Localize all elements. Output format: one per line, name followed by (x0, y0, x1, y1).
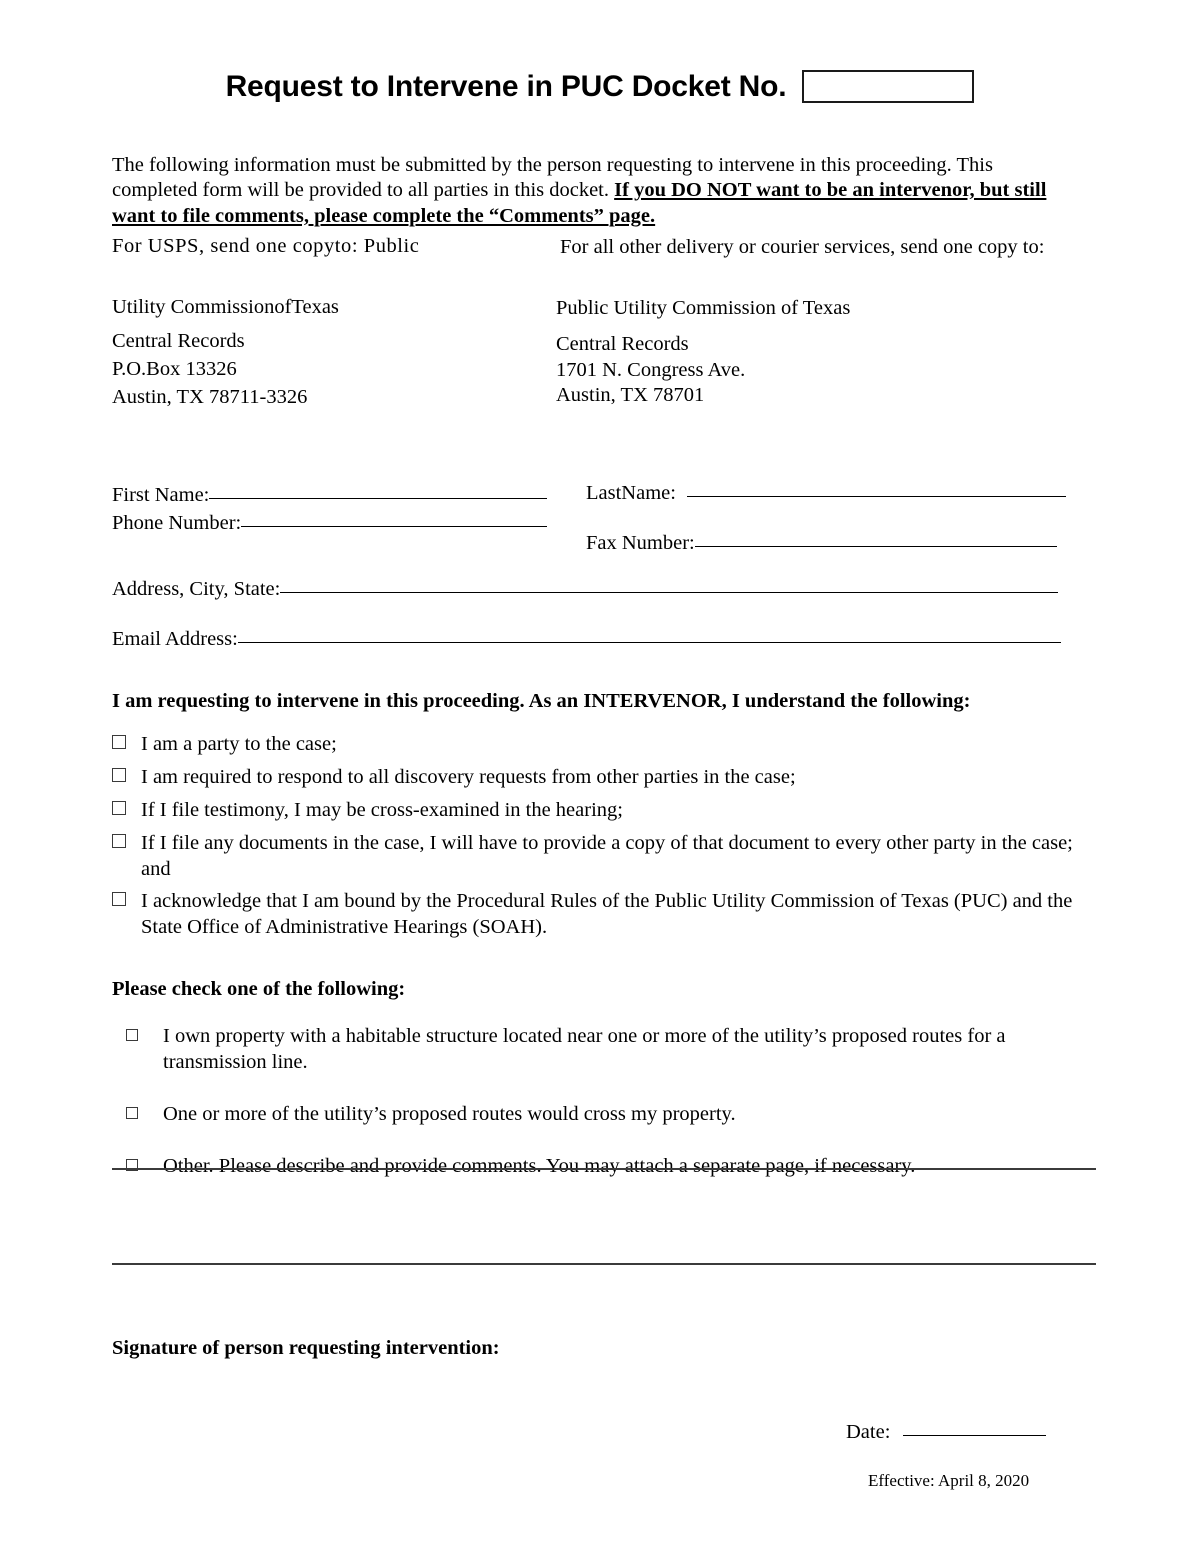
phone-number-field (112, 513, 547, 534)
email-address-field (112, 629, 1061, 650)
date-label: Date: (846, 1421, 891, 1443)
intro-text: The following information must be submitted by the person requesting to intervene in this proceeding. This completed form will be provided to all parties in this docket. (112, 153, 993, 202)
list-item-label: I own property with a habitable structure located near one or more of the utility’s proposed routes for a transmission line. (163, 1025, 1006, 1073)
courier-address-lead: For all other delivery or courier services, send one copy to: (560, 236, 1045, 258)
title-row (112, 70, 1088, 103)
last-name-input[interactable] (687, 496, 1066, 497)
phone-number-input[interactable] (241, 526, 547, 527)
fax-number-label: Fax Number: (586, 532, 695, 554)
list-item[interactable] (112, 764, 1088, 790)
list-item[interactable] (112, 797, 1088, 823)
list-item-label: Other. Please describe and provide comments. You may attach a separate page, if necessary. (163, 1155, 916, 1177)
last-name-label: LastName: (586, 482, 676, 504)
effective-date-text: Effective: April 8, 2020 (868, 1471, 1030, 1490)
check-one-checkbox-list (126, 1023, 1088, 1205)
intervenor-checkbox-list (112, 731, 1088, 946)
checkbox-icon[interactable] (112, 768, 126, 782)
courier-address-line-3: Austin, TX 78701 (556, 384, 705, 406)
list-item-label: One or more of the utility’s proposed routes would cross my property. (163, 1103, 736, 1125)
usps-address-block (112, 232, 542, 411)
checkbox-icon[interactable] (112, 801, 126, 815)
signature-section-heading: Signature of person requesting intervention: (112, 1337, 500, 1359)
courier-address-org: Public Utility Commission of Texas (556, 297, 851, 319)
fax-number-field (586, 533, 1057, 554)
first-name-field (112, 485, 547, 506)
courier-address-block (556, 233, 1096, 408)
list-item-label: I acknowledge that I am bound by the Procedural Rules of the Public Utility Commission of Texas (PUC) and the State Office of Administrative Hearings (SOAH). (141, 890, 1073, 938)
intro-emphasis: If you DO NOT want to be an intervenor, but still want to file comments, please complete the “Comments” page. (112, 179, 1047, 227)
usps-address-org: Utility CommissionofTexas (112, 296, 339, 318)
checkbox-icon[interactable] (112, 834, 126, 848)
list-item[interactable] (126, 1101, 1088, 1127)
first-name-input[interactable] (209, 498, 547, 499)
list-item[interactable] (112, 731, 1088, 757)
email-address-input[interactable] (238, 642, 1061, 643)
list-item-label: I am a party to the case; (141, 733, 337, 755)
checkbox-icon[interactable] (112, 735, 126, 749)
usps-address-line-1: Central Records (112, 330, 245, 352)
address-city-state-field (112, 579, 1058, 600)
usps-address-line-2: P.O.Box 13326 (112, 358, 237, 380)
date-input[interactable] (903, 1435, 1046, 1436)
comments-write-in-line-2[interactable] (112, 1263, 1096, 1265)
checkbox-icon[interactable] (126, 1107, 138, 1119)
checkbox-icon[interactable] (126, 1029, 138, 1041)
intro-paragraph (112, 153, 1064, 230)
fax-number-input[interactable] (695, 546, 1057, 547)
first-name-label: First Name: (112, 484, 210, 506)
email-address-label: Email Address: (112, 628, 238, 650)
intervenor-section-heading: I am requesting to intervene in this proceeding. As an INTERVENOR, I understand the following: (112, 690, 971, 712)
list-item[interactable] (126, 1023, 1088, 1075)
list-item[interactable] (126, 1153, 1088, 1179)
courier-address-line-1: Central Records (556, 333, 689, 355)
docket-number-input[interactable] (802, 70, 974, 103)
comments-write-in-line-1[interactable] (112, 1168, 1096, 1170)
address-city-state-input[interactable] (280, 592, 1058, 593)
check-one-section-heading: Please check one of the following: (112, 978, 406, 1000)
date-field (846, 1422, 1046, 1443)
list-item-label: I am required to respond to all discovery requests from other parties in the case; (141, 766, 796, 788)
list-item-label: If I file any documents in the case, I will have to provide a copy of that document to every other party in the case; and (141, 832, 1073, 880)
phone-number-label: Phone Number: (112, 512, 242, 534)
courier-address-line-2: 1701 N. Congress Ave. (556, 359, 746, 381)
list-item[interactable] (112, 830, 1088, 882)
address-city-state-label: Address, City, State: (112, 578, 281, 600)
last-name-field (586, 483, 1066, 504)
checkbox-icon[interactable] (112, 892, 126, 906)
usps-address-lead: For USPS, send one copyto: Public (112, 235, 420, 257)
page-title: Request to Intervene in PUC Docket No. (225, 69, 787, 103)
list-item-label: If I file testimony, I may be cross-examined in the hearing; (141, 799, 623, 821)
usps-address-line-3: Austin, TX 78711-3326 (112, 386, 308, 408)
list-item[interactable] (112, 888, 1088, 940)
